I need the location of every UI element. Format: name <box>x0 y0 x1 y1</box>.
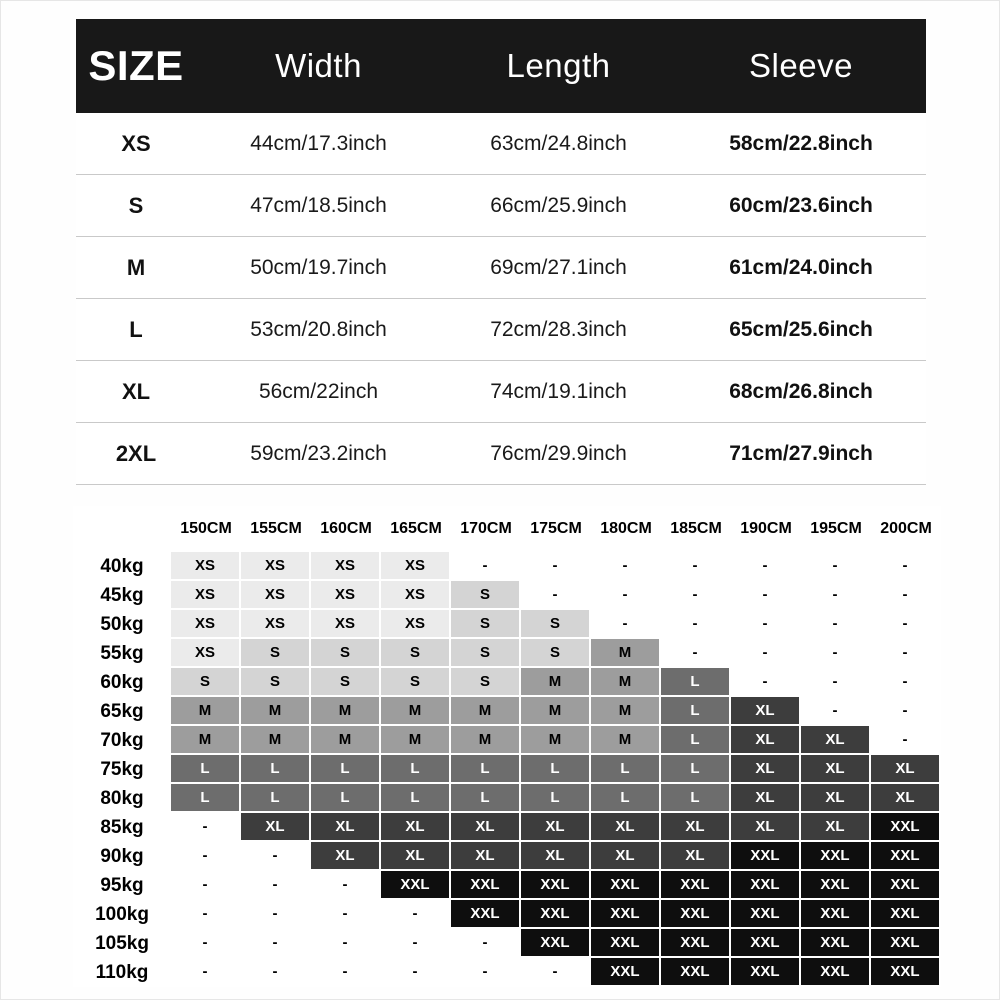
fit-cell: XXL <box>801 958 871 987</box>
fit-cell: - <box>381 929 451 958</box>
weight-label: 40kg <box>73 552 171 581</box>
size-table-row <box>76 237 926 299</box>
fit-cell: L <box>311 784 381 813</box>
measurement-value: 66cm/25.9inch <box>490 193 627 217</box>
fit-cell: XXL <box>731 842 801 871</box>
size-table-row <box>76 299 926 361</box>
fit-cell: - <box>731 610 801 639</box>
height-header: 155CM <box>241 506 311 552</box>
fit-cell: XXL <box>591 900 661 929</box>
measurement-value: 76cm/29.9inch <box>490 441 627 465</box>
measurement-value: 50cm/19.7inch <box>250 255 387 279</box>
fit-cell: XL <box>381 842 451 871</box>
fit-cell: S <box>241 639 311 668</box>
height-header: 160CM <box>311 506 381 552</box>
fit-cell: S <box>521 610 591 639</box>
fit-cell: XL <box>801 813 871 842</box>
weight-label: 85kg <box>73 813 171 842</box>
fit-cell: XL <box>661 842 731 871</box>
size-table-row <box>76 175 926 237</box>
height-header: 180CM <box>591 506 661 552</box>
fit-cell: XXL <box>871 842 941 871</box>
fit-cell: M <box>591 668 661 697</box>
fit-cell: L <box>661 697 731 726</box>
fit-cell: M <box>591 639 661 668</box>
fit-cell: XS <box>381 581 451 610</box>
fit-cell: - <box>381 958 451 987</box>
fit-cell: - <box>871 668 941 697</box>
fit-cell: XL <box>731 784 801 813</box>
fit-cell: S <box>451 668 521 697</box>
fit-cell: - <box>871 726 941 755</box>
size-table-row <box>76 113 926 175</box>
fit-cell: - <box>171 958 241 987</box>
fit-cell: S <box>381 668 451 697</box>
weight-label: 50kg <box>73 610 171 639</box>
height-header: 185CM <box>661 506 731 552</box>
fit-cell: L <box>521 784 591 813</box>
fit-cell: L <box>241 784 311 813</box>
fit-cell: XS <box>171 610 241 639</box>
fit-cell: M <box>521 697 591 726</box>
weight-label: 90kg <box>73 842 171 871</box>
fit-cell: XL <box>731 755 801 784</box>
weight-label: 80kg <box>73 784 171 813</box>
fit-cell: S <box>451 581 521 610</box>
fit-cell: - <box>661 581 731 610</box>
fit-cell: L <box>381 784 451 813</box>
fit-cell: XXL <box>871 958 941 987</box>
fit-cell: XXL <box>661 900 731 929</box>
size-label: 2XL <box>115 440 157 466</box>
fit-cell: - <box>801 668 871 697</box>
fit-cell: L <box>381 755 451 784</box>
fit-cell: L <box>451 784 521 813</box>
fit-grid <box>73 506 941 987</box>
fit-cell: XXL <box>661 958 731 987</box>
fit-cell: - <box>521 581 591 610</box>
fit-cell: M <box>381 697 451 726</box>
fit-cell: S <box>311 639 381 668</box>
size-label: L <box>129 316 143 342</box>
fit-cell: XL <box>871 755 941 784</box>
fit-cell: L <box>451 755 521 784</box>
fit-cell: S <box>241 668 311 697</box>
fit-cell: - <box>241 871 311 900</box>
fit-cell: - <box>871 639 941 668</box>
fit-table <box>73 506 941 987</box>
fit-cell: - <box>731 581 801 610</box>
size-label: M <box>126 254 146 280</box>
fit-cell: - <box>871 581 941 610</box>
fit-cell: XXL <box>521 900 591 929</box>
size-table-row <box>76 423 926 485</box>
size-label: XL <box>121 378 151 404</box>
fit-cell: M <box>521 668 591 697</box>
fit-cell: - <box>171 929 241 958</box>
fit-cell: - <box>801 610 871 639</box>
fit-cell: XS <box>381 552 451 581</box>
size-col-header: Width <box>275 47 362 84</box>
fit-cell: XXL <box>731 900 801 929</box>
fit-cell: - <box>731 552 801 581</box>
weight-label: 105kg <box>73 929 171 958</box>
fit-cell: M <box>451 697 521 726</box>
fit-cell: M <box>171 697 241 726</box>
fit-cell: M <box>591 697 661 726</box>
size-label: S <box>128 192 144 218</box>
fit-cell: XS <box>241 581 311 610</box>
fit-cell: - <box>801 552 871 581</box>
size-table-header-row <box>76 19 926 113</box>
fit-cell: XL <box>451 813 521 842</box>
weight-label: 60kg <box>73 668 171 697</box>
fit-cell: - <box>311 900 381 929</box>
fit-cell: - <box>171 871 241 900</box>
fit-cell: - <box>521 958 591 987</box>
fit-cell: XXL <box>801 900 871 929</box>
fit-cell: M <box>521 726 591 755</box>
fit-cell: L <box>591 784 661 813</box>
measurement-value: 44cm/17.3inch <box>250 131 387 155</box>
measurement-value: 72cm/28.3inch <box>490 317 627 341</box>
fit-cell: XXL <box>871 813 941 842</box>
fit-cell: XL <box>521 813 591 842</box>
fit-cell: XXL <box>801 871 871 900</box>
fit-cell: L <box>521 755 591 784</box>
weight-label: 110kg <box>73 958 171 987</box>
fit-cell: M <box>381 726 451 755</box>
fit-cell: XL <box>731 697 801 726</box>
fit-cell: XXL <box>591 958 661 987</box>
fit-cell: - <box>381 900 451 929</box>
fit-cell: L <box>591 755 661 784</box>
fit-cell: XL <box>451 842 521 871</box>
fit-cell: XL <box>731 726 801 755</box>
fit-cell: XS <box>171 581 241 610</box>
measurement-value: 69cm/27.1inch <box>490 255 627 279</box>
fit-cell: S <box>171 668 241 697</box>
fit-cell: XL <box>801 755 871 784</box>
fit-cell: XXL <box>731 871 801 900</box>
measurement-value: 59cm/23.2inch <box>250 441 387 465</box>
size-table-body <box>76 113 926 485</box>
fit-cell: - <box>521 552 591 581</box>
fit-cell: L <box>661 726 731 755</box>
fit-cell: XXL <box>661 871 731 900</box>
height-header: 190CM <box>731 506 801 552</box>
fit-cell: - <box>661 610 731 639</box>
fit-cell: - <box>311 958 381 987</box>
weight-label: 100kg <box>73 900 171 929</box>
measurement-value: 65cm/25.6inch <box>729 317 873 341</box>
fit-cell: L <box>661 784 731 813</box>
fit-cell: S <box>311 668 381 697</box>
fit-cell: - <box>451 929 521 958</box>
size-table <box>76 19 926 485</box>
fit-cell: XS <box>241 610 311 639</box>
size-label: XS <box>121 130 151 156</box>
fit-cell: XL <box>591 813 661 842</box>
fit-cell: XXL <box>661 929 731 958</box>
height-header: 200CM <box>871 506 941 552</box>
fit-cell: XXL <box>731 958 801 987</box>
fit-cell: XXL <box>381 871 451 900</box>
fit-cell: - <box>241 900 311 929</box>
fit-cell: XS <box>381 610 451 639</box>
height-header: 165CM <box>381 506 451 552</box>
fit-cell: XL <box>591 842 661 871</box>
height-header: 175CM <box>521 506 591 552</box>
fit-cell: M <box>591 726 661 755</box>
fit-cell: XXL <box>801 842 871 871</box>
fit-cell: - <box>311 871 381 900</box>
fit-cell: S <box>521 639 591 668</box>
fit-cell: XXL <box>801 929 871 958</box>
measurement-value: 71cm/27.9inch <box>729 441 873 465</box>
fit-cell: L <box>661 668 731 697</box>
fit-cell: S <box>451 639 521 668</box>
fit-cell: XXL <box>871 929 941 958</box>
fit-cell: - <box>171 900 241 929</box>
size-table-row <box>76 361 926 423</box>
measurement-value: 56cm/22inch <box>258 379 379 403</box>
fit-cell: - <box>801 639 871 668</box>
measurement-value: 68cm/26.8inch <box>729 379 873 403</box>
fit-cell: XL <box>521 842 591 871</box>
fit-cell: M <box>241 697 311 726</box>
fit-cell: - <box>241 958 311 987</box>
fit-cell: XL <box>801 726 871 755</box>
fit-cell: XL <box>311 842 381 871</box>
fit-cell: - <box>171 842 241 871</box>
fit-cell: XS <box>241 552 311 581</box>
measurement-value: 58cm/22.8inch <box>729 131 873 155</box>
fit-corner <box>73 506 171 552</box>
fit-cell: XXL <box>521 871 591 900</box>
fit-cell: - <box>591 581 661 610</box>
fit-cell: XL <box>801 784 871 813</box>
fit-cell: - <box>871 610 941 639</box>
height-header: 195CM <box>801 506 871 552</box>
fit-cell: XL <box>661 813 731 842</box>
fit-cell: - <box>871 552 941 581</box>
fit-cell: - <box>801 697 871 726</box>
fit-cell: S <box>451 610 521 639</box>
fit-cell: M <box>241 726 311 755</box>
fit-cell: - <box>171 813 241 842</box>
weight-label: 70kg <box>73 726 171 755</box>
fit-cell: XXL <box>871 871 941 900</box>
measurement-value: 53cm/20.8inch <box>250 317 387 341</box>
fit-cell: - <box>731 668 801 697</box>
fit-cell: XS <box>311 581 381 610</box>
measurement-value: 60cm/23.6inch <box>729 193 873 217</box>
fit-cell: XXL <box>451 871 521 900</box>
weight-label: 55kg <box>73 639 171 668</box>
fit-cell: M <box>311 726 381 755</box>
size-col-header: Sleeve <box>749 47 853 84</box>
fit-cell: XL <box>731 813 801 842</box>
fit-cell: XL <box>381 813 451 842</box>
fit-cell: L <box>241 755 311 784</box>
fit-cell: - <box>241 842 311 871</box>
fit-cell: - <box>661 639 731 668</box>
fit-cell: - <box>801 581 871 610</box>
measurement-value: 61cm/24.0inch <box>729 255 873 279</box>
measurement-value: 74cm/19.1inch <box>490 379 627 403</box>
fit-cell: XXL <box>591 929 661 958</box>
fit-cell: XL <box>241 813 311 842</box>
weight-label: 45kg <box>73 581 171 610</box>
fit-cell: L <box>171 784 241 813</box>
fit-cell: - <box>591 610 661 639</box>
fit-cell: - <box>451 552 521 581</box>
fit-cell: XL <box>311 813 381 842</box>
fit-cell: - <box>241 929 311 958</box>
fit-cell: XXL <box>451 900 521 929</box>
fit-cell: - <box>731 639 801 668</box>
measurement-value: 63cm/24.8inch <box>490 131 627 155</box>
fit-cell: XS <box>311 610 381 639</box>
fit-cell: L <box>171 755 241 784</box>
fit-cell: M <box>171 726 241 755</box>
fit-cell: XL <box>871 784 941 813</box>
fit-cell: M <box>451 726 521 755</box>
size-col-header: SIZE <box>88 42 184 89</box>
fit-cell: XXL <box>591 871 661 900</box>
fit-cell: XXL <box>731 929 801 958</box>
fit-cell: - <box>871 697 941 726</box>
fit-cell: M <box>311 697 381 726</box>
measurement-value: 47cm/18.5inch <box>250 193 387 217</box>
weight-label: 95kg <box>73 871 171 900</box>
fit-cell: XS <box>171 552 241 581</box>
weight-label: 65kg <box>73 697 171 726</box>
fit-cell: - <box>591 552 661 581</box>
fit-cell: L <box>311 755 381 784</box>
height-header: 170CM <box>451 506 521 552</box>
fit-cell: S <box>381 639 451 668</box>
fit-cell: L <box>661 755 731 784</box>
fit-cell: XXL <box>521 929 591 958</box>
height-header: 150CM <box>171 506 241 552</box>
fit-cell: - <box>661 552 731 581</box>
fit-cell: - <box>311 929 381 958</box>
fit-cell: XXL <box>871 900 941 929</box>
fit-cell: XS <box>171 639 241 668</box>
fit-cell: XS <box>311 552 381 581</box>
fit-cell: - <box>451 958 521 987</box>
size-col-header: Length <box>506 47 611 84</box>
weight-label: 75kg <box>73 755 171 784</box>
